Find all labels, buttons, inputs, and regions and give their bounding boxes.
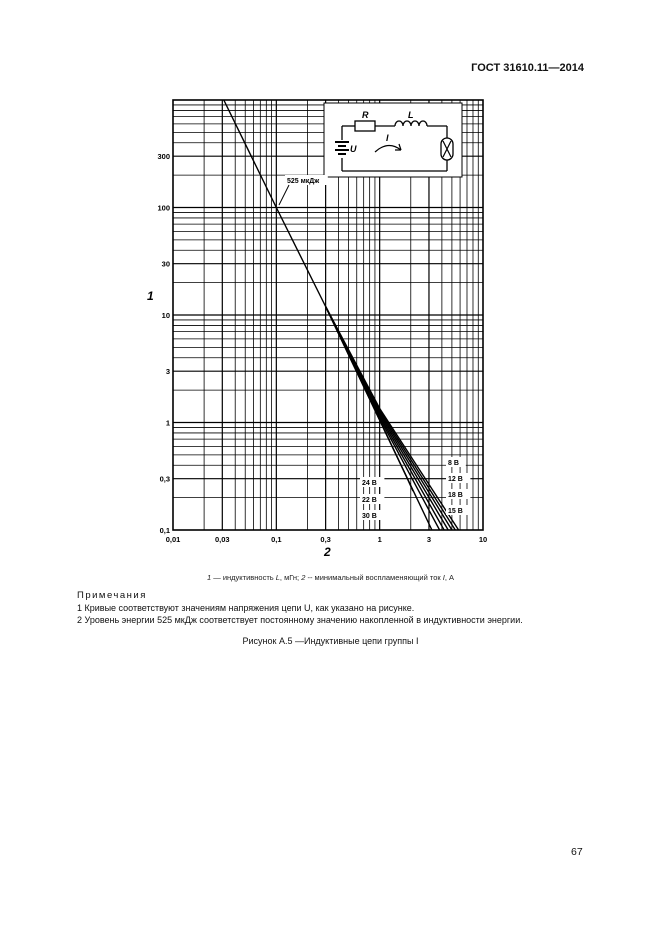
circuit-label: U [350,144,357,154]
y-tick-label: 100 [157,203,170,213]
inset-background [324,103,462,177]
x-tick-label: 10 [478,535,488,544]
legend-2-text: -- минимальный воспламеняющий ток [305,573,443,582]
legend-1-number: 1 [206,573,212,582]
resistor-symbol [355,121,375,131]
legend-2-variable: I [442,573,445,582]
y-tick-label: 30 [161,259,170,269]
series-label: 525 мкДж [287,178,320,185]
y-tick-label: 300 [157,152,170,162]
y-axis-label: 1 [147,289,154,303]
y-tick-label: 0,3 [159,474,170,484]
series-label: 24 В [362,480,377,487]
figure-legend [0,573,661,582]
circuit-label: L [408,110,414,120]
series-label: 15 В [448,508,463,515]
x-tick-label: 1 [377,535,382,544]
notes-title: Примечания [77,590,147,601]
note-item: 1 Кривые соответствуют значениям напряжения цепи U, как указано на рисунке. [77,603,415,613]
x-tick-label: 3 [426,535,432,544]
series-line [326,307,456,531]
x-tick-label: 0,03 [214,535,230,544]
legend-1-unit: , мГн; [279,573,302,582]
legend-2-number: 2 [301,573,306,582]
series-label: 30 В [362,513,377,520]
series-label: 18 В [448,492,463,499]
x-tick-label: 0,1 [271,535,282,544]
circuit-label: R [362,110,369,120]
y-tick-label: 1 [165,418,170,428]
x-axis-label: 2 [324,545,331,559]
x-tick-label: 0,01 [165,535,181,544]
series-label-leader [279,185,289,205]
note-item: 2 Уровень энергии 525 мкДж соответствует постоянному значению накопленной в индуктивности энергии. [77,615,523,625]
y-tick-label: 0,1 [159,526,170,535]
legend-1-text: — индуктивность [211,573,276,582]
figure-title: Рисунок А.5 —Индуктивные цепи группы I [242,636,419,646]
series-label: 12 В [448,476,463,483]
series-line [326,307,452,531]
notes-block [77,590,597,626]
series-label: 8 В [448,460,459,467]
tick-labels [157,152,487,544]
document-code: ГОСТ 31610.11—2014 [471,62,584,74]
y-tick-label: 3 [165,367,170,377]
series-line [326,307,459,531]
legend-1-variable: L [275,573,280,582]
page-number: 67 [571,846,583,858]
series-label: 22 В [362,497,377,504]
x-tick-label: 0,3 [320,535,331,544]
y-tick-label: 10 [161,311,170,320]
legend-2-unit: , А [444,573,455,582]
circuit-label: I [386,133,389,143]
